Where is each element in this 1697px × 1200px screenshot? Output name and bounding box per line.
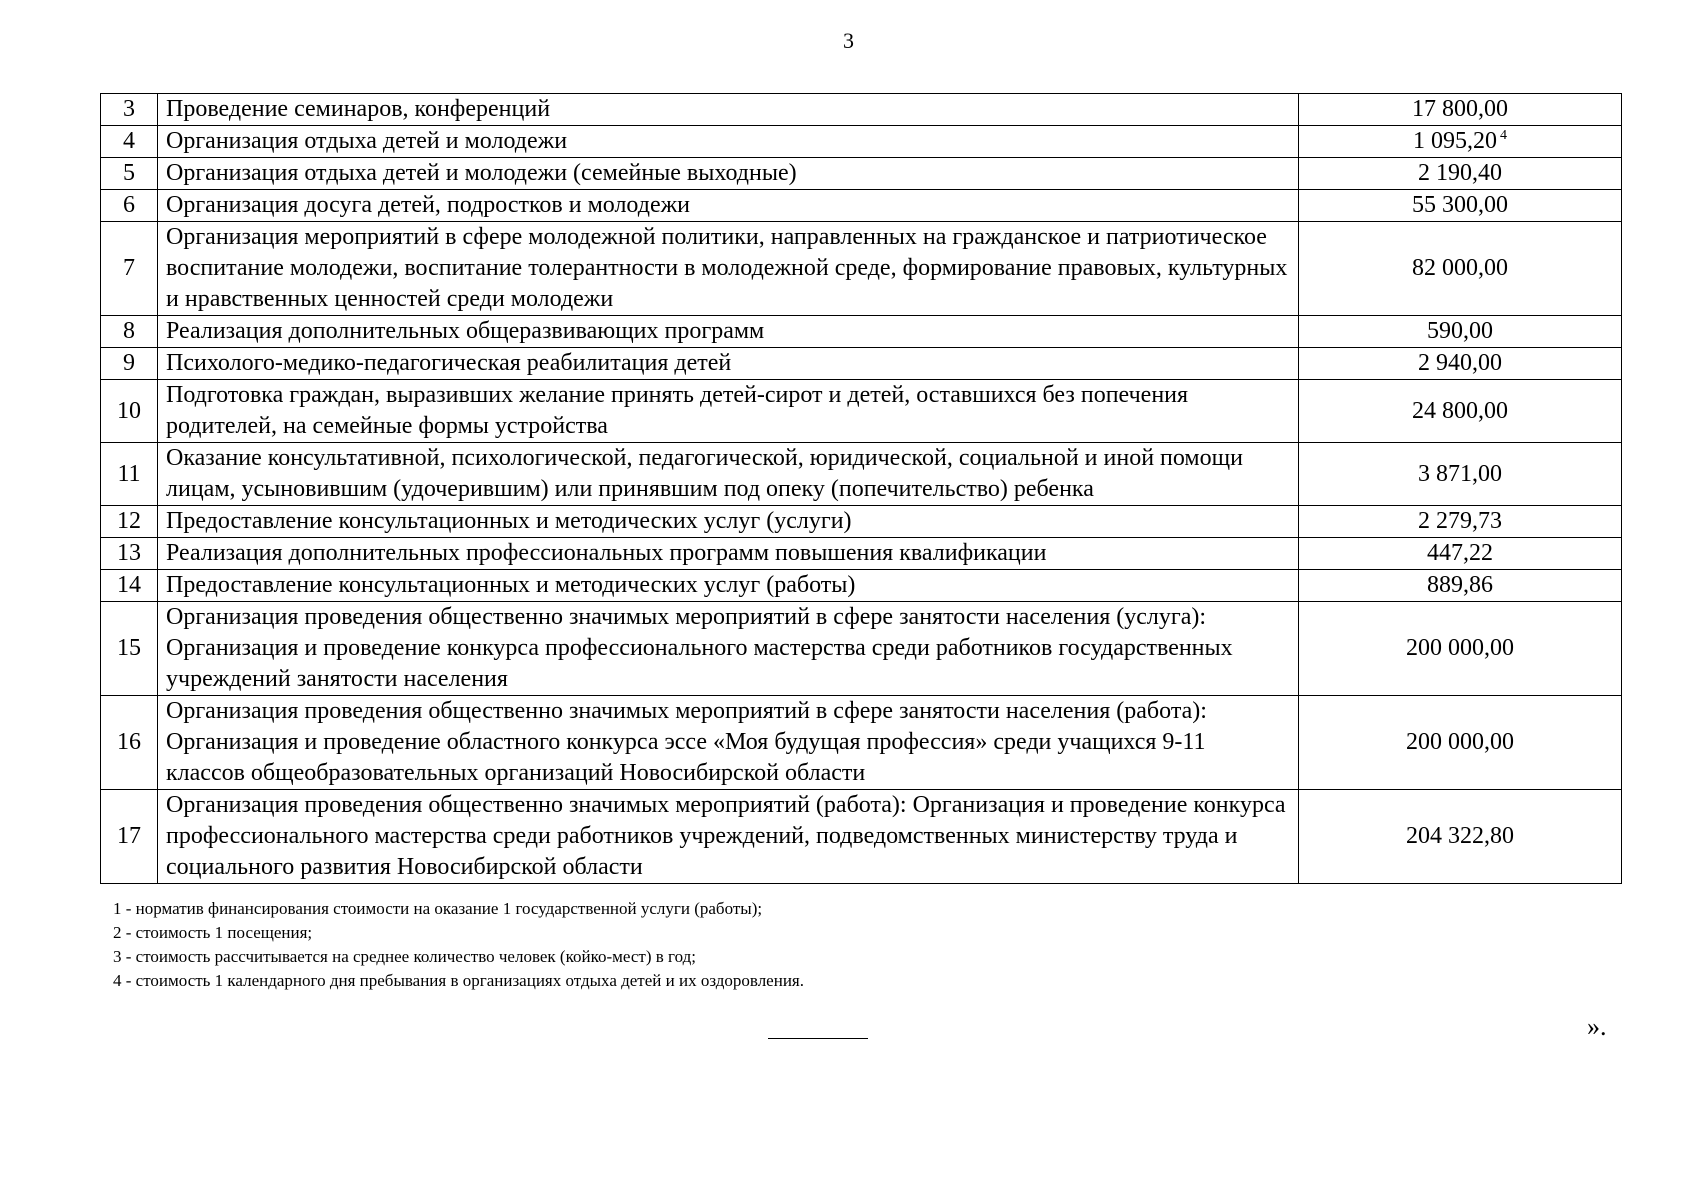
table-row [101, 190, 1622, 222]
row-value-cell [1299, 570, 1622, 602]
row-name: Реализация дополнительных профессиональных программ повышения квалификации [158, 538, 1299, 570]
row-name: Организация проведения общественно значимых мероприятий (работа): Организация и проведение конкурса профессионального мастерства среди работников учреждений, подведомственных министерству труда и социального развития Новосибирской области [158, 790, 1299, 884]
row-value: 1 095,20 [1413, 128, 1497, 154]
row-number: 11 [101, 443, 158, 506]
table-row [101, 126, 1622, 158]
row-number: 6 [101, 190, 158, 222]
row-value: 889,86 [1427, 572, 1493, 598]
row-value: 204 322,80 [1406, 823, 1514, 849]
row-name: Организация досуга детей, подростков и молодежи [158, 190, 1299, 222]
table-row [101, 602, 1622, 696]
row-value-cell [1299, 380, 1622, 443]
page-number: 3 [843, 28, 854, 53]
row-number: 14 [101, 570, 158, 602]
row-name: Организация отдыха детей и молодежи [158, 126, 1299, 158]
row-value-cell [1299, 602, 1622, 696]
row-value: 200 000,00 [1406, 729, 1514, 755]
table-row [101, 348, 1622, 380]
row-value-cell [1299, 696, 1622, 790]
cost-table [100, 93, 1622, 884]
row-name: Психолого-медико-педагогическая реабилитация детей [158, 348, 1299, 380]
table-row [101, 94, 1622, 126]
table-row [101, 316, 1622, 348]
row-name: Предоставление консультационных и методических услуг (услуги) [158, 506, 1299, 538]
row-value-cell [1299, 190, 1622, 222]
row-value-cell [1299, 222, 1622, 316]
row-name: Реализация дополнительных общеразвивающих программ [158, 316, 1299, 348]
row-value: 3 871,00 [1418, 460, 1502, 487]
row-value: 590,00 [1427, 318, 1493, 344]
table-row [101, 380, 1622, 443]
row-value: 447,22 [1427, 540, 1493, 566]
row-value: 2 279,73 [1418, 508, 1502, 534]
row-number: 8 [101, 316, 158, 348]
row-value: 2 940,00 [1418, 350, 1502, 376]
row-name: Проведение семинаров, конференций [158, 94, 1299, 126]
row-value-cell [1299, 538, 1622, 570]
row-name: Подготовка граждан, выразивших желание принять детей-сирот и детей, оставшихся без попечения родителей, на семейные формы устройства [158, 380, 1299, 443]
row-value: 17 800,00 [1412, 96, 1508, 122]
end-divider [768, 1038, 868, 1039]
row-value-cell [1299, 790, 1622, 884]
row-name: Организация проведения общественно значимых мероприятий в сфере занятости населения (работа): Организация и проведение областного конкурса эссе «Моя будущая профессия» среди учащихся 9-11 классов общеобразовательных организаций Новосибирской области [158, 696, 1299, 790]
row-name: Организация проведения общественно значимых мероприятий в сфере занятости населения (услуга): Организация и проведение конкурса профессионального мастерства среди работников государственных учреждений занятости населения [158, 602, 1299, 696]
row-value-cell [1299, 348, 1622, 380]
row-value: 200 000,00 [1406, 635, 1514, 661]
row-number: 3 [101, 94, 158, 126]
row-number: 4 [101, 126, 158, 158]
row-name: Организация мероприятий в сфере молодежной политики, направленных на гражданское и патриотическое воспитание молодежи, воспитание толерантности в молодежной среде, формирование правовых, культурных и нравственных ценностей среди молодежи [158, 222, 1299, 316]
footnote-reference: 4 [1500, 128, 1507, 143]
row-name: Предоставление консультационных и методических услуг (работы) [158, 570, 1299, 602]
row-name: Оказание консультативной, психологической, педагогической, юридической, социальной и иной помощи лицам, усыновившим (удочерившим) или принявшим под опеку (попечительство) ребенка [158, 443, 1299, 506]
row-value: 82 000,00 [1412, 255, 1508, 281]
table-row [101, 506, 1622, 538]
row-value-cell [1299, 316, 1622, 348]
footnote-2: 2 - стоимость 1 посещения; [113, 923, 313, 942]
row-value: 2 190,40 [1418, 160, 1502, 186]
table-row [101, 696, 1622, 790]
row-value-cell [1299, 126, 1622, 158]
row-value-cell [1299, 158, 1622, 190]
row-value-cell [1299, 94, 1622, 126]
row-value-cell [1299, 443, 1622, 506]
row-value: 55 300,00 [1412, 192, 1508, 218]
table-row [101, 538, 1622, 570]
footnote-1: 1 - норматив финансирования стоимости на оказание 1 государственной услуги (работы); [113, 899, 763, 918]
footnote-4: 4 - стоимость 1 календарного дня пребывания в организациях отдыха детей и их оздоровления. [113, 971, 804, 990]
row-number: 10 [101, 380, 158, 443]
row-number: 13 [101, 538, 158, 570]
row-number: 9 [101, 348, 158, 380]
row-number: 17 [101, 790, 158, 884]
row-name: Организация отдыха детей и молодежи (семейные выходные) [158, 158, 1299, 190]
row-number: 12 [101, 506, 158, 538]
row-number: 7 [101, 222, 158, 316]
row-number: 16 [101, 696, 158, 790]
row-value: 24 800,00 [1412, 397, 1508, 424]
table-row [101, 790, 1622, 884]
table-row [101, 570, 1622, 602]
table-row [101, 222, 1622, 316]
table-row [101, 443, 1622, 506]
row-number: 15 [101, 602, 158, 696]
footnote-3: 3 - стоимость рассчитывается на среднее количество человек (койко-мест) в год; [113, 947, 696, 966]
row-value-cell [1299, 506, 1622, 538]
row-number: 5 [101, 158, 158, 190]
table-row [101, 158, 1622, 190]
footnotes [113, 897, 804, 993]
closing-quote-mark: ». [1587, 1012, 1607, 1041]
